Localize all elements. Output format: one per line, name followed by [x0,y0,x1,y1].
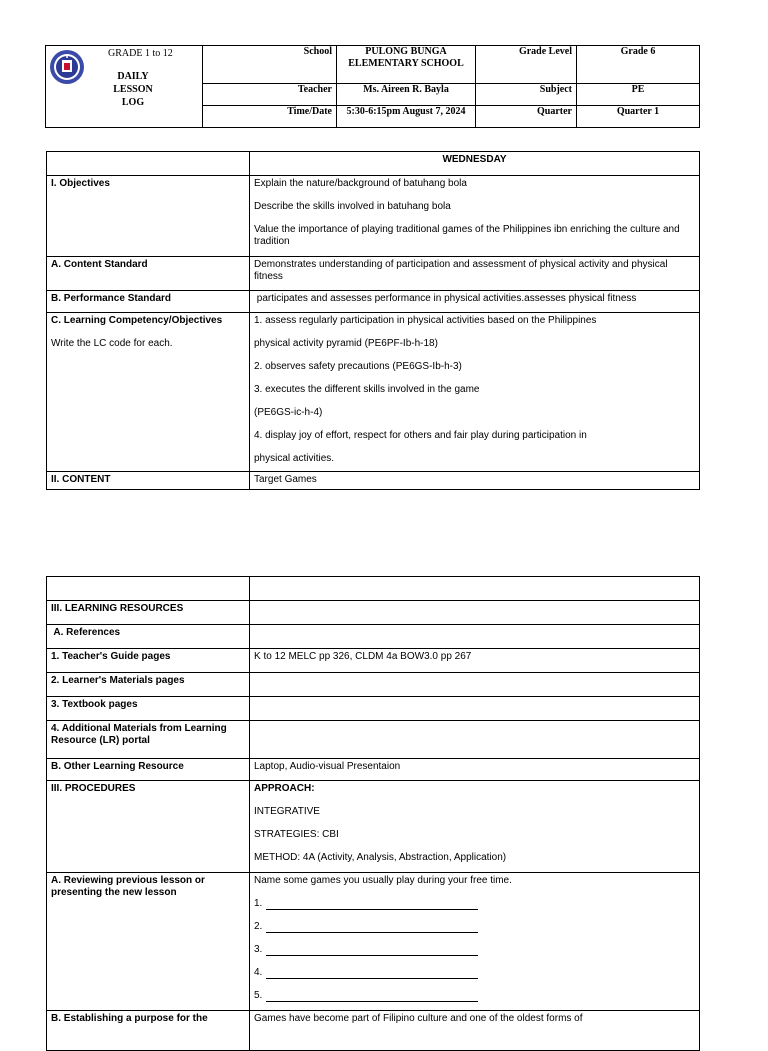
answer-blank [266,992,478,1002]
competency-note: Write the LC code for each. [51,338,173,349]
competency-label-cell [47,313,250,472]
quarter-label: Quarter [476,106,577,128]
empty-cell [250,625,700,649]
performance-standard-value: participates and assesses performance in physical activities.assesses physical fitness [250,291,700,313]
objectives-label: I. Objectives [47,176,250,257]
competency-line-7: physical activities. [254,453,335,464]
answer-blank [266,900,478,910]
resources-procedures-table [46,576,700,1051]
other-resource-value: Laptop, Audio-visual Presentaion [250,759,700,781]
grade-level-label: Grade Level [476,46,577,84]
review-label: A. Reviewing previous lesson or presenting the new lesson [47,873,250,1011]
competency-line-1: 1. assess regularly participation in physical activities based on the Philippines [254,315,597,326]
empty-cell [250,601,700,625]
textbook-label: 3. Textbook pages [47,697,250,721]
doc-title-line-2: LOG [121,97,145,108]
empty-cell [250,721,700,759]
learners-materials-label: 2. Learner's Materials pages [47,673,250,697]
subject-value: PE [577,84,700,106]
competency-line-4: 3. executes the different skills involved in the game [254,384,480,395]
content-standard-value: Demonstrates understanding of participation and assessment of physical activity and physical fitness [250,257,700,291]
subject-label: Subject [476,84,577,106]
approach-line-1: INTEGRATIVE [254,806,320,817]
answer-number: 5. [254,990,263,1001]
answer-number: 3. [254,944,263,955]
day-heading: WEDNESDAY [250,152,700,176]
content-label: II. CONTENT [47,472,250,490]
answer-line-2 [254,921,695,933]
learning-resources-label: III. LEARNING RESOURCES [47,601,250,625]
other-resource-label: B. Other Learning Resource [47,759,250,781]
review-prompt: Name some games you usually play during your free time. [254,875,512,886]
header-table [45,45,700,128]
competency-line-5: (PE6GS-ic-h-4) [254,407,323,418]
competency-line-3: 2. observes safety precautions (PE6GS-Ib-h-3) [254,361,462,372]
competency-line-2: physical activity pyramid (PE6PF-Ib-h-18) [254,338,438,349]
teachers-guide-value: K to 12 MELC pp 326, CLDM 4a BOW3.0 pp 267 [250,649,700,673]
competencies-cell [250,313,700,472]
grade-range: GRADE 1 to 12 [108,48,173,59]
purpose-label: B. Establishing a purpose for the [47,1011,250,1051]
competency-label: C. Learning Competency/Objectives [51,315,223,326]
empty-cell [250,697,700,721]
additional-materials-label: 4. Additional Materials from Learning Resource (LR) portal [47,721,250,759]
quarter-value: Quarter 1 [577,106,700,128]
answer-number: 1. [254,898,263,909]
header-logo-cell [46,46,203,128]
objective-1: Explain the nature/background of batuhang bola [254,178,467,189]
answer-number: 2. [254,921,263,932]
answer-line-5 [254,990,695,1002]
procedures-label: III. PROCEDURES [47,781,250,873]
teachers-guide-label: 1. Teacher's Guide pages [47,649,250,673]
objective-2: Describe the skills involved in batuhang bola [254,201,451,212]
performance-standard-label: B. Performance Standard [47,291,250,313]
answer-line-4 [254,967,695,979]
doc-title-line-1: DAILY LESSON [113,71,153,95]
grade-level-value: Grade 6 [577,46,700,84]
competency-line-6: 4. display joy of effort, respect for others and fair play during participation in [254,430,587,441]
approach-label: APPROACH: [254,783,315,794]
school-value-line-1: PULONG BUNGA [365,46,447,57]
answer-line-1 [254,898,695,910]
answer-blank [266,969,478,979]
objective-3: Value the importance of playing traditional games of the Philippines ibn enriching the culture and tradition [254,224,680,247]
answer-blank [266,946,478,956]
content-standard-label: A. Content Standard [47,257,250,291]
teacher-value: Ms. Aireen R. Bayla [337,84,476,106]
school-label: School [203,46,337,84]
review-cell [250,873,700,1011]
empty-cell [47,577,250,601]
approach-line-2: STRATEGIES: CBI [254,829,339,840]
references-label: A. References [47,625,250,649]
time-date-label: Time/Date [203,106,337,128]
doc-title [103,70,163,109]
empty-cell [250,577,700,601]
empty-cell [250,673,700,697]
purpose-value: Games have become part of Filipino culture and one of the oldest forms of [250,1011,700,1051]
school-value [337,46,476,84]
time-date-value: 5:30-6:15pm August 7, 2024 [337,106,476,128]
answer-line-3 [254,944,695,956]
approach-cell [250,781,700,873]
objectives-table [46,151,700,490]
deped-seal-icon [49,49,85,85]
answer-number: 4. [254,967,263,978]
teacher-label: Teacher [203,84,337,106]
content-value: Target Games [250,472,700,490]
objectives-cell [250,176,700,257]
school-value-line-2: ELEMENTARY SCHOOL [348,58,464,69]
empty-cell [47,152,250,176]
approach-line-3: METHOD: 4A (Activity, Analysis, Abstraction, Application) [254,852,507,863]
answer-blank [266,923,478,933]
